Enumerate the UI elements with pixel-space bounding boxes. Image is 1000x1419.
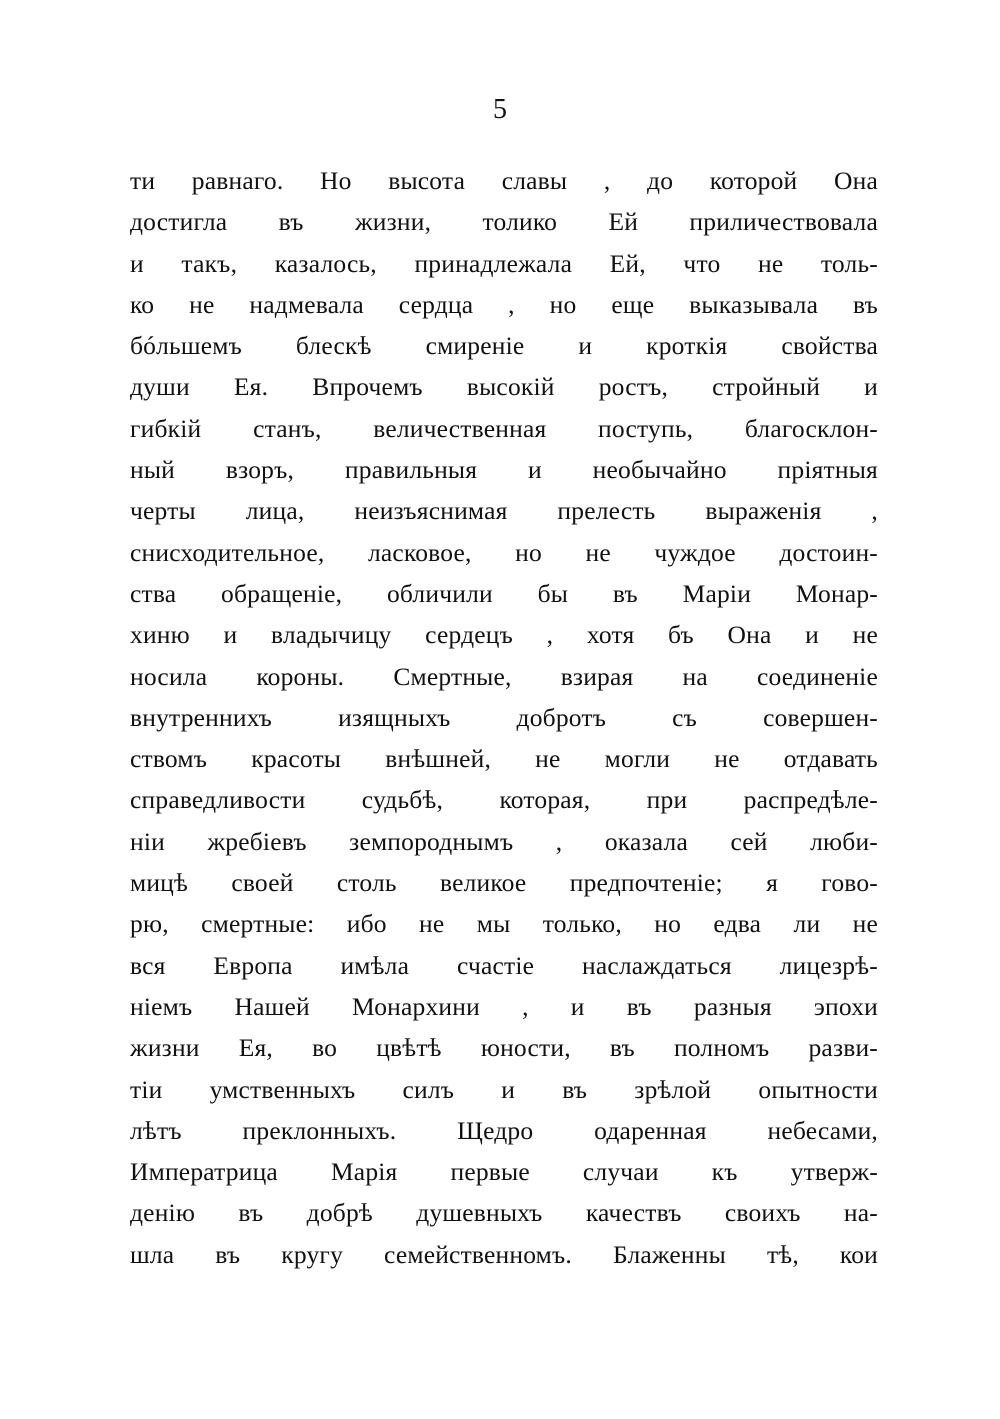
page-number: 5 bbox=[493, 94, 507, 125]
text-line: вся Европа имѣла счастіе наслаждаться лицезрѣ- bbox=[130, 950, 878, 980]
text-line: достигла въ жизни, толико Ей приличествовала bbox=[130, 207, 878, 237]
text-line: Императрица Марія первые случаи къ утверж- bbox=[130, 1157, 878, 1187]
text-line: справедливости судьбѣ, которая, при распредѣле- bbox=[130, 785, 878, 815]
text-line: жизни Ея, во цвѣтѣ юности, въ полномъ разви- bbox=[130, 1033, 878, 1063]
text-line: ствомъ красоты внѣшней, не могли не отдавать bbox=[130, 744, 878, 774]
text-line: ства обращеніе, обличили бы въ Маріи Монар- bbox=[130, 578, 878, 608]
text-line: лѣтъ преклонныхъ. Щедро одаренная небесами, bbox=[130, 1115, 878, 1145]
text-line: денію въ добрѣ душевныхъ качествъ своихъ на- bbox=[130, 1198, 878, 1228]
text-line: ніемъ Нашей Монархини , и въ разныя эпохи bbox=[130, 991, 878, 1021]
text-line: ко не надмевала сердца , но еще выказывала въ bbox=[130, 289, 878, 319]
text-line: носила короны. Смертные, взирая на соединеніе bbox=[130, 661, 878, 691]
text-line: гибкій станъ, величественная поступь, благосклон- bbox=[130, 413, 878, 443]
text-line: мицѣ своей столь великое предпочтеніе; я гово- bbox=[130, 868, 878, 898]
text-line: внутреннихъ изящныхъ добротъ съ совершен- bbox=[130, 702, 878, 732]
text-line: ный взоръ, правильныя и необычайно пріятныя bbox=[130, 455, 878, 485]
text-line: бóльшемъ блескѣ смиреніе и кроткія свойства bbox=[130, 331, 878, 361]
text-line: хиню и владычицу сердецъ , хотя бъ Она и не bbox=[130, 620, 878, 650]
text-line: ти равнаго. Но высота славы , до которой Она bbox=[130, 166, 878, 195]
text-line: ніи жребіевъ земпороднымъ , оказала сей люби- bbox=[130, 826, 878, 856]
text-line: души Ея. Впрочемъ высокій ростъ, стройный и bbox=[130, 372, 878, 402]
text-line: и такъ, казалось, принадлежала Ей, что не толь- bbox=[130, 248, 878, 278]
text-line: шла въ кругу семейственномъ. Блаженны тѣ, кои bbox=[130, 1239, 878, 1269]
text-line: тіи умственныхъ силъ и въ зрѣлой опытности bbox=[130, 1074, 878, 1104]
body-text bbox=[130, 160, 878, 1275]
text-line: снисходительное, ласковое, но не чуждое достоин- bbox=[130, 537, 878, 567]
text-line: черты лица, неизъяснимая прелесть выраженія , bbox=[130, 496, 878, 526]
text-line: рю, смертные: ибо не мы только, но едва ли не bbox=[130, 909, 878, 939]
